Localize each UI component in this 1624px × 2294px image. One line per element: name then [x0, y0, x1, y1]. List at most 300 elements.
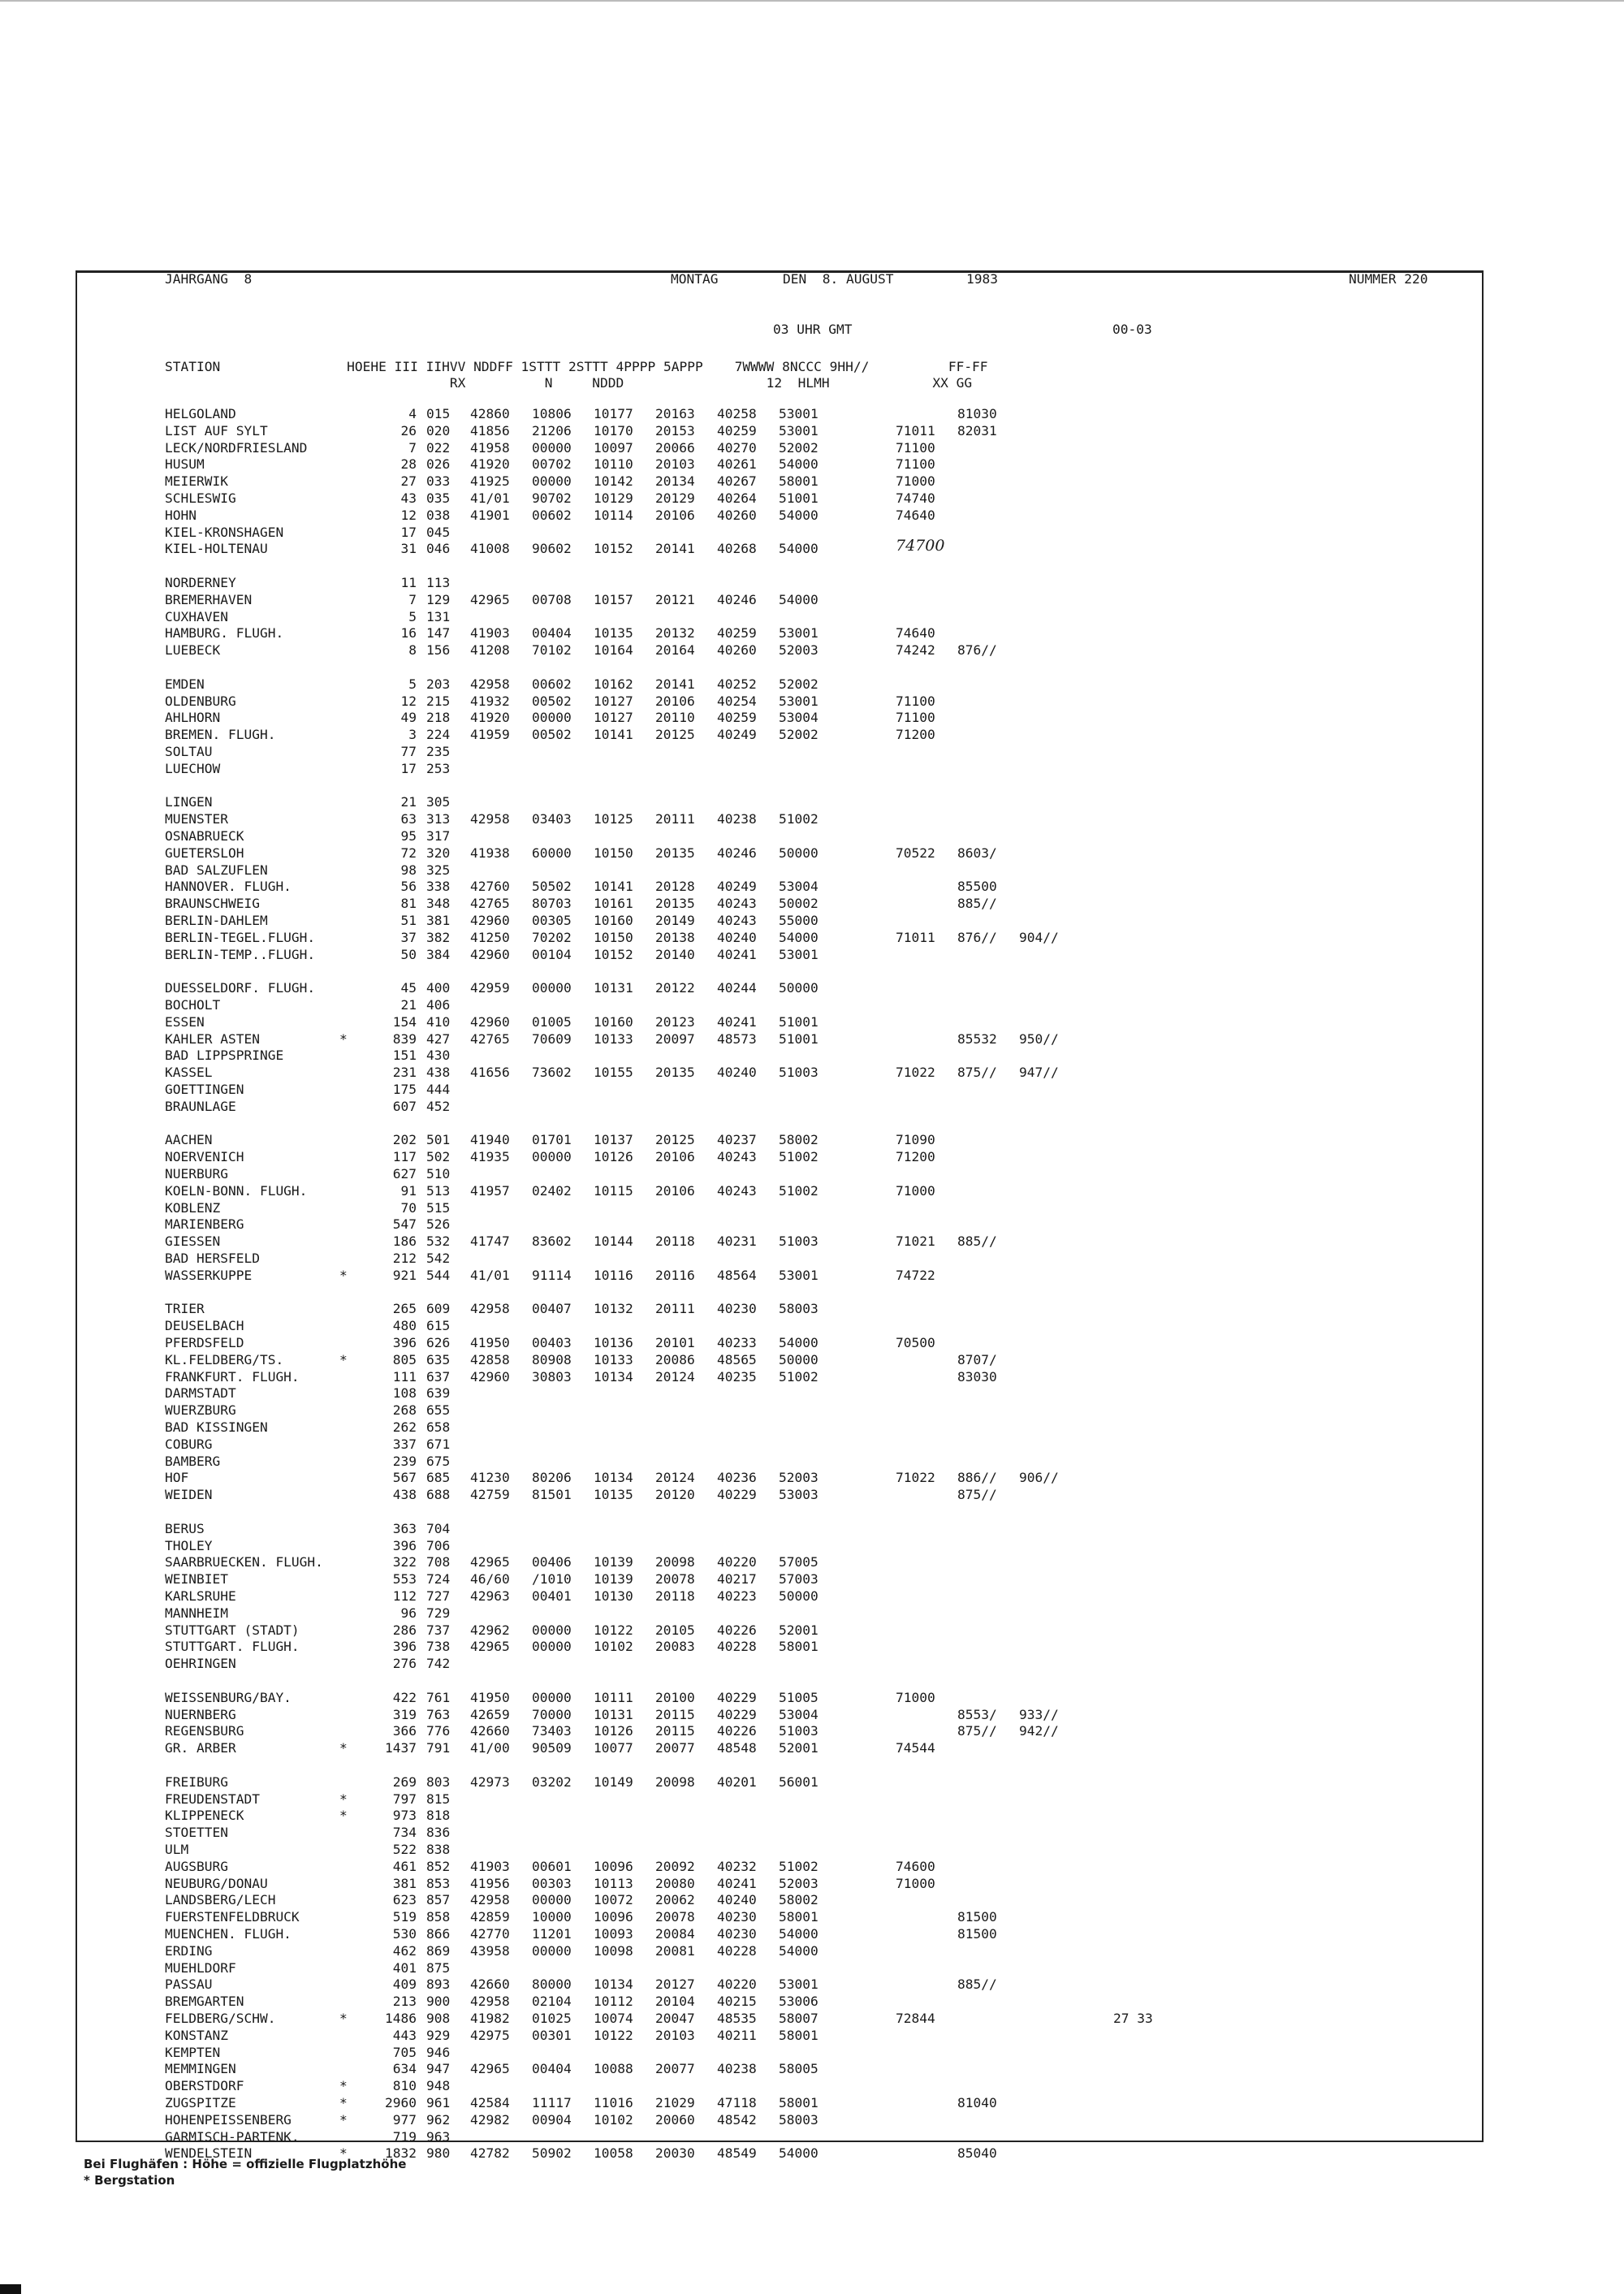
station-number: 875: [426, 1959, 451, 1976]
station-name: NEUBURG/DONAU: [165, 1875, 268, 1891]
group-2sttt: 20125: [655, 727, 695, 743]
station-number: 615: [426, 1318, 451, 1334]
group-1sttt: 10097: [594, 439, 633, 456]
station-number: 947: [426, 2061, 451, 2077]
group-2sttt: 20092: [655, 1858, 695, 1874]
mountain-marker: *: [339, 2078, 348, 2094]
mountain-marker: *: [339, 1808, 348, 1824]
station-height: 31: [400, 541, 417, 557]
station-name: HELGOLAND: [165, 406, 236, 421]
issue-number: NUMMER 220: [1349, 271, 1428, 287]
station-number: 147: [426, 625, 451, 642]
group-8nccc: 886//: [957, 1470, 997, 1486]
group-2sttt: 20128: [655, 879, 695, 895]
station-name: ULM: [165, 1842, 189, 1857]
group-nddff: 00000: [532, 1689, 572, 1705]
group-4pppp: 40268: [717, 541, 757, 557]
station-name: EMDEN: [165, 676, 205, 692]
group-nddff: 70000: [532, 1706, 572, 1722]
station-height: 112: [392, 1588, 417, 1604]
group-5appp: 51002: [779, 1182, 818, 1199]
station-number: 348: [426, 896, 451, 912]
group-nddff: 00406: [532, 1554, 572, 1570]
group-nddff: 70102: [532, 642, 572, 659]
group-4pppp: 40240: [717, 1065, 757, 1081]
station-height: 154: [392, 1013, 417, 1030]
group-5appp: 53001: [779, 946, 818, 962]
station-name: WEISSENBURG/BAY.: [165, 1689, 292, 1705]
group-5appp: 52002: [779, 676, 818, 692]
station-number: 980: [426, 2145, 451, 2162]
group-2sttt: 20111: [655, 811, 695, 827]
station-number: 706: [426, 1537, 451, 1553]
group-2sttt: 20118: [655, 1233, 695, 1250]
station-number: 803: [426, 1773, 451, 1790]
group-nddff: 00502: [532, 693, 572, 709]
station-height: 28: [400, 456, 417, 473]
station-number: 218: [426, 710, 451, 726]
station-height: 43: [400, 490, 417, 506]
group-5appp: 56001: [779, 1773, 818, 1790]
group-iihvv: 42770: [470, 1926, 510, 1942]
group-2sttt: 20106: [655, 507, 695, 523]
station-height: 839: [392, 1030, 417, 1047]
group-nddff: 80206: [532, 1470, 572, 1486]
group-5appp: 53001: [779, 1267, 818, 1283]
group-4pppp: 40243: [717, 1182, 757, 1199]
station-height: 634: [392, 2061, 417, 2077]
group-9hh: 942//: [1019, 1723, 1059, 1739]
group-2sttt: 20129: [655, 490, 695, 506]
station-height: 422: [392, 1689, 417, 1705]
group-1sttt: 10161: [594, 896, 633, 912]
group-5appp: 50000: [779, 980, 818, 996]
group-2sttt: 20134: [655, 473, 695, 490]
group-nddff: 83602: [532, 1233, 572, 1250]
group-4pppp: 40229: [717, 1487, 757, 1503]
group-7wwww: 74740: [896, 490, 935, 506]
group-iihvv: 42982: [470, 2111, 510, 2128]
group-iihvv: 42958: [470, 1301, 510, 1317]
group-8nccc: 85040: [957, 2145, 997, 2162]
station-height: 396: [392, 1639, 417, 1655]
group-iihvv: 42660: [470, 1723, 510, 1739]
group-8nccc: 876//: [957, 929, 997, 945]
date-label: DEN 8. AUGUST: [783, 271, 894, 287]
group-5appp: 52003: [779, 642, 818, 659]
station-height: 56: [400, 879, 417, 895]
station-number: 317: [426, 828, 451, 844]
station-number: 742: [426, 1656, 451, 1672]
station-height: 381: [392, 1875, 417, 1891]
station-height: 12: [400, 507, 417, 523]
group-5appp: 51001: [779, 1013, 818, 1030]
group-8nccc: 875//: [957, 1487, 997, 1503]
group-nddff: 73403: [532, 1723, 572, 1739]
station-number: 026: [426, 456, 451, 473]
group-5appp: 58002: [779, 1132, 818, 1148]
group-5appp: 52002: [779, 439, 818, 456]
group-1sttt: 10160: [594, 1013, 633, 1030]
station-number: 836: [426, 1825, 451, 1841]
group-1sttt: 10136: [594, 1335, 633, 1350]
station-name: KEMPTEN: [165, 2044, 221, 2060]
station-name: LIST AUF SYLT: [165, 422, 268, 438]
group-4pppp: 40243: [717, 1149, 757, 1165]
station-number: 962: [426, 2111, 451, 2128]
group-iihvv: 42958: [470, 676, 510, 692]
station-name: GOETTINGEN: [165, 1082, 244, 1097]
group-7wwww: 71100: [896, 456, 935, 473]
group-8nccc: 81040: [957, 2095, 997, 2110]
group-5appp: 53001: [779, 693, 818, 709]
group-5appp: 51002: [779, 1149, 818, 1165]
station-number: 675: [426, 1453, 451, 1469]
group-1sttt: 10116: [594, 1267, 633, 1283]
station-name: BAD KISSINGEN: [165, 1419, 268, 1435]
group-iihvv: 41956: [470, 1875, 510, 1891]
group-nddff: 50902: [532, 2145, 572, 2162]
station-height: 70: [400, 1199, 417, 1216]
group-5appp: 50000: [779, 1351, 818, 1367]
station-number: 305: [426, 794, 451, 810]
group-5appp: 53004: [779, 879, 818, 895]
group-2sttt: 20153: [655, 422, 695, 438]
station-height: 49: [400, 710, 417, 726]
station-number: 215: [426, 693, 451, 709]
station-name: KONSTANZ: [165, 2027, 228, 2043]
group-5appp: 58005: [779, 2061, 818, 2077]
station-number: 203: [426, 676, 451, 692]
station-name: FREUDENSTADT: [165, 1791, 260, 1807]
group-1sttt: 10110: [594, 456, 633, 473]
group-8nccc: 81500: [957, 1926, 997, 1942]
group-iihvv: 42859: [470, 1909, 510, 1925]
station-number: 022: [426, 439, 451, 456]
group-4pppp: 40259: [717, 422, 757, 438]
group-7wwww: 74242: [896, 642, 935, 659]
group-4pppp: 40267: [717, 473, 757, 490]
column-header-line-2: RX N NDDD 12 HLMH XX GG: [165, 375, 973, 391]
group-iihvv: 41925: [470, 473, 510, 490]
group-iihvv: 42760: [470, 879, 510, 895]
station-name: AUGSBURG: [165, 1858, 228, 1874]
station-name: KAHLER ASTEN: [165, 1030, 260, 1047]
group-nddff: 80703: [532, 896, 572, 912]
group-nddff: 00602: [532, 507, 572, 523]
station-number: 838: [426, 1842, 451, 1857]
group-nddff: 00301: [532, 2027, 572, 2043]
group-1sttt: 10126: [594, 1723, 633, 1739]
group-8nccc: 885//: [957, 1976, 997, 1993]
station-number: 688: [426, 1487, 451, 1503]
group-9hh: 947//: [1019, 1065, 1059, 1081]
group-1sttt: 10133: [594, 1030, 633, 1047]
group-iihvv: 46/60: [470, 1571, 510, 1588]
group-5appp: 51002: [779, 1368, 818, 1385]
group-1sttt: 10149: [594, 1773, 633, 1790]
group-4pppp: 48542: [717, 2111, 757, 2128]
station-number: 908: [426, 2011, 451, 2026]
group-4pppp: 40260: [717, 507, 757, 523]
group-nddff: 00104: [532, 946, 572, 962]
group-nddff: 00000: [532, 1942, 572, 1959]
station-height: 17: [400, 760, 417, 776]
group-7wwww: 71022: [896, 1065, 935, 1081]
group-1sttt: 10141: [594, 727, 633, 743]
group-7wwww: 71011: [896, 422, 935, 438]
group-1sttt: 10088: [594, 2061, 633, 2077]
group-8nccc: 81500: [957, 1909, 997, 1925]
station-number: 510: [426, 1166, 451, 1182]
station-number: 224: [426, 727, 451, 743]
group-4pppp: 40229: [717, 1706, 757, 1722]
group-4pppp: 40220: [717, 1976, 757, 1993]
station-number: 729: [426, 1605, 451, 1621]
station-name: LANDSBERG/LECH: [165, 1892, 276, 1908]
group-nddff: 00502: [532, 727, 572, 743]
group-2sttt: 20083: [655, 1639, 695, 1655]
group-4pppp: 40241: [717, 1013, 757, 1030]
group-1sttt: 10141: [594, 879, 633, 895]
group-nddff: 00000: [532, 1622, 572, 1638]
station-number: 444: [426, 1082, 451, 1097]
mountain-marker: *: [339, 2011, 348, 2026]
group-1sttt: 10150: [594, 845, 633, 861]
group-2sttt: 20118: [655, 1588, 695, 1604]
group-nddff: 00601: [532, 1858, 572, 1874]
station-height: 396: [392, 1537, 417, 1553]
group-4pppp: 40226: [717, 1622, 757, 1638]
station-height: 186: [392, 1233, 417, 1250]
group-iihvv: 41957: [470, 1182, 510, 1199]
group-nddff: 00404: [532, 625, 572, 642]
group-2sttt: 20127: [655, 1976, 695, 1993]
station-height: 45: [400, 980, 417, 996]
group-nddff: 80908: [532, 1351, 572, 1367]
group-iihvv: 41250: [470, 929, 510, 945]
group-iihvv: 42584: [470, 2095, 510, 2110]
group-4pppp: 40241: [717, 946, 757, 962]
station-name: HOHN: [165, 507, 197, 523]
station-height: 973: [392, 1808, 417, 1824]
station-name: WENDELSTEIN: [165, 2145, 253, 2162]
group-2sttt: 20103: [655, 456, 695, 473]
station-height: 337: [392, 1436, 417, 1452]
group-4pppp: 40211: [717, 2027, 757, 2043]
station-name: KL.FELDBERG/TS.: [165, 1351, 284, 1367]
group-2sttt: 20115: [655, 1706, 695, 1722]
station-name: BAMBERG: [165, 1453, 221, 1469]
station-number: 776: [426, 1723, 451, 1739]
station-height: 530: [392, 1926, 417, 1942]
group-4pppp: 40223: [717, 1588, 757, 1604]
group-2sttt: 21029: [655, 2095, 695, 2110]
group-nddff: 00305: [532, 913, 572, 928]
station-name: STUTTGART (STADT): [165, 1622, 300, 1638]
station-name: AACHEN: [165, 1132, 213, 1148]
group-2sttt: 20138: [655, 929, 695, 945]
group-iihvv: 41950: [470, 1335, 510, 1350]
station-height: 810: [392, 2078, 417, 2094]
group-iihvv: 42965: [470, 1554, 510, 1570]
group-1sttt: 10126: [594, 1149, 633, 1165]
station-height: 8: [408, 642, 417, 659]
group-nddff: 70609: [532, 1030, 572, 1047]
group-2sttt: 20062: [655, 1892, 695, 1908]
station-name: MANNHEIM: [165, 1605, 228, 1621]
group-4pppp: 40244: [717, 980, 757, 996]
period-label: 00-03: [1112, 322, 1152, 337]
station-name: OSNABRUECK: [165, 828, 244, 844]
station-name: OBERSTDORF: [165, 2078, 244, 2094]
station-number: 438: [426, 1065, 451, 1081]
station-name: MUENSTER: [165, 811, 228, 827]
group-7wwww: 74544: [896, 1740, 935, 1756]
group-2sttt: 20121: [655, 591, 695, 607]
group-5appp: 58001: [779, 2095, 818, 2110]
station-name: HAMBURG. FLUGH.: [165, 625, 284, 642]
group-5appp: 52001: [779, 1622, 818, 1638]
group-4pppp: 40236: [717, 1470, 757, 1486]
station-name: HANNOVER. FLUGH.: [165, 879, 292, 895]
station-height: 96: [400, 1605, 417, 1621]
group-5appp: 51002: [779, 811, 818, 827]
group-1sttt: 10152: [594, 946, 633, 962]
group-8nccc: 875//: [957, 1723, 997, 1739]
station-number: 501: [426, 1132, 451, 1148]
mountain-marker: *: [339, 1351, 348, 1367]
volume-label: JAHRGANG 8: [165, 271, 253, 287]
group-1sttt: 10134: [594, 1976, 633, 1993]
station-number: 671: [426, 1436, 451, 1452]
group-ff-ff: 27 33: [1113, 2011, 1153, 2026]
group-nddff: 10000: [532, 1909, 572, 1925]
group-7wwww: 71011: [896, 929, 935, 945]
group-iihvv: 41932: [470, 693, 510, 709]
group-7wwww: 71000: [896, 1182, 935, 1199]
station-height: 276: [392, 1656, 417, 1672]
group-4pppp: 40260: [717, 642, 757, 659]
group-4pppp: 48548: [717, 1740, 757, 1756]
station-height: 627: [392, 1166, 417, 1182]
group-1sttt: 10102: [594, 2111, 633, 2128]
group-1sttt: 10098: [594, 1942, 633, 1959]
station-height: 567: [392, 1470, 417, 1486]
group-1sttt: 10127: [594, 693, 633, 709]
group-5appp: 58007: [779, 2011, 818, 2026]
station-name: BREMERHAVEN: [165, 591, 253, 607]
group-5appp: 54000: [779, 456, 818, 473]
station-height: 734: [392, 1825, 417, 1841]
group-1sttt: 10077: [594, 1740, 633, 1756]
group-nddff: 73602: [532, 1065, 572, 1081]
station-number: 502: [426, 1149, 451, 1165]
station-name: ESSEN: [165, 1013, 205, 1030]
station-number: 708: [426, 1554, 451, 1570]
group-2sttt: 20111: [655, 1301, 695, 1317]
station-name: LECK/NORDFRIESLAND: [165, 439, 308, 456]
station-number: 946: [426, 2044, 451, 2060]
footnotes: [84, 2156, 406, 2188]
group-4pppp: 48549: [717, 2145, 757, 2162]
station-number: 963: [426, 2128, 451, 2145]
group-7wwww: 71022: [896, 1470, 935, 1486]
group-iihvv: 41/00: [470, 1740, 510, 1756]
station-height: 7: [408, 439, 417, 456]
station-name: BERLIN-TEMP..FLUGH.: [165, 946, 316, 962]
group-1sttt: 10155: [594, 1065, 633, 1081]
group-1sttt: 10170: [594, 422, 633, 438]
station-number: 724: [426, 1571, 451, 1588]
group-5appp: 54000: [779, 1942, 818, 1959]
group-iihvv: 41008: [470, 541, 510, 557]
group-iihvv: 42765: [470, 896, 510, 912]
group-5appp: 53006: [779, 1994, 818, 2010]
station-number: 857: [426, 1892, 451, 1908]
group-1sttt: 10131: [594, 1706, 633, 1722]
group-9hh: 933//: [1019, 1706, 1059, 1722]
station-height: 111: [392, 1368, 417, 1385]
group-9hh: 950//: [1019, 1030, 1059, 1047]
group-5appp: 52003: [779, 1875, 818, 1891]
station-number: 410: [426, 1013, 451, 1030]
group-5appp: 54000: [779, 541, 818, 557]
station-height: 462: [392, 1942, 417, 1959]
group-4pppp: 40235: [717, 1368, 757, 1385]
mountain-marker: *: [339, 2145, 348, 2162]
group-4pppp: 40241: [717, 1875, 757, 1891]
group-8nccc: 875//: [957, 1065, 997, 1081]
group-nddff: 00303: [532, 1875, 572, 1891]
group-1sttt: 10164: [594, 642, 633, 659]
group-8nccc: 85500: [957, 879, 997, 895]
group-iihvv: 42659: [470, 1706, 510, 1722]
group-2sttt: 20098: [655, 1554, 695, 1570]
group-2sttt: 20120: [655, 1487, 695, 1503]
group-2sttt: 20135: [655, 1065, 695, 1081]
group-nddff: 00000: [532, 439, 572, 456]
station-height: 98: [400, 862, 417, 878]
airport-height-note: Bei Flughäfen : Höhe = offizielle Flugplatzhöhe: [84, 2157, 407, 2171]
group-1sttt: 10111: [594, 1689, 633, 1705]
station-name: KASSEL: [165, 1065, 213, 1081]
group-iihvv: 42860: [470, 406, 510, 421]
station-height: 21: [400, 794, 417, 810]
station-number: 235: [426, 744, 451, 759]
group-7wwww: 74600: [896, 1858, 935, 1874]
group-7wwww: 71000: [896, 1875, 935, 1891]
station-number: 791: [426, 1740, 451, 1756]
group-iihvv: 41920: [470, 456, 510, 473]
station-number: 253: [426, 760, 451, 776]
station-name: ERDING: [165, 1942, 213, 1959]
station-name: KOELN-BONN. FLUGH.: [165, 1182, 308, 1199]
group-5appp: 51001: [779, 490, 818, 506]
station-name: HOF: [165, 1470, 189, 1486]
group-iihvv: 42960: [470, 1013, 510, 1030]
group-nddff: 01005: [532, 1013, 572, 1030]
group-7wwww: 71200: [896, 727, 935, 743]
station-height: 401: [392, 1959, 417, 1976]
group-nddff: 02402: [532, 1182, 572, 1199]
group-nddff: /1010: [532, 1571, 572, 1588]
group-2sttt: 20030: [655, 2145, 695, 2162]
station-height: 363: [392, 1520, 417, 1536]
station-number: 815: [426, 1791, 451, 1807]
station-height: 50: [400, 946, 417, 962]
station-number: 452: [426, 1098, 451, 1114]
